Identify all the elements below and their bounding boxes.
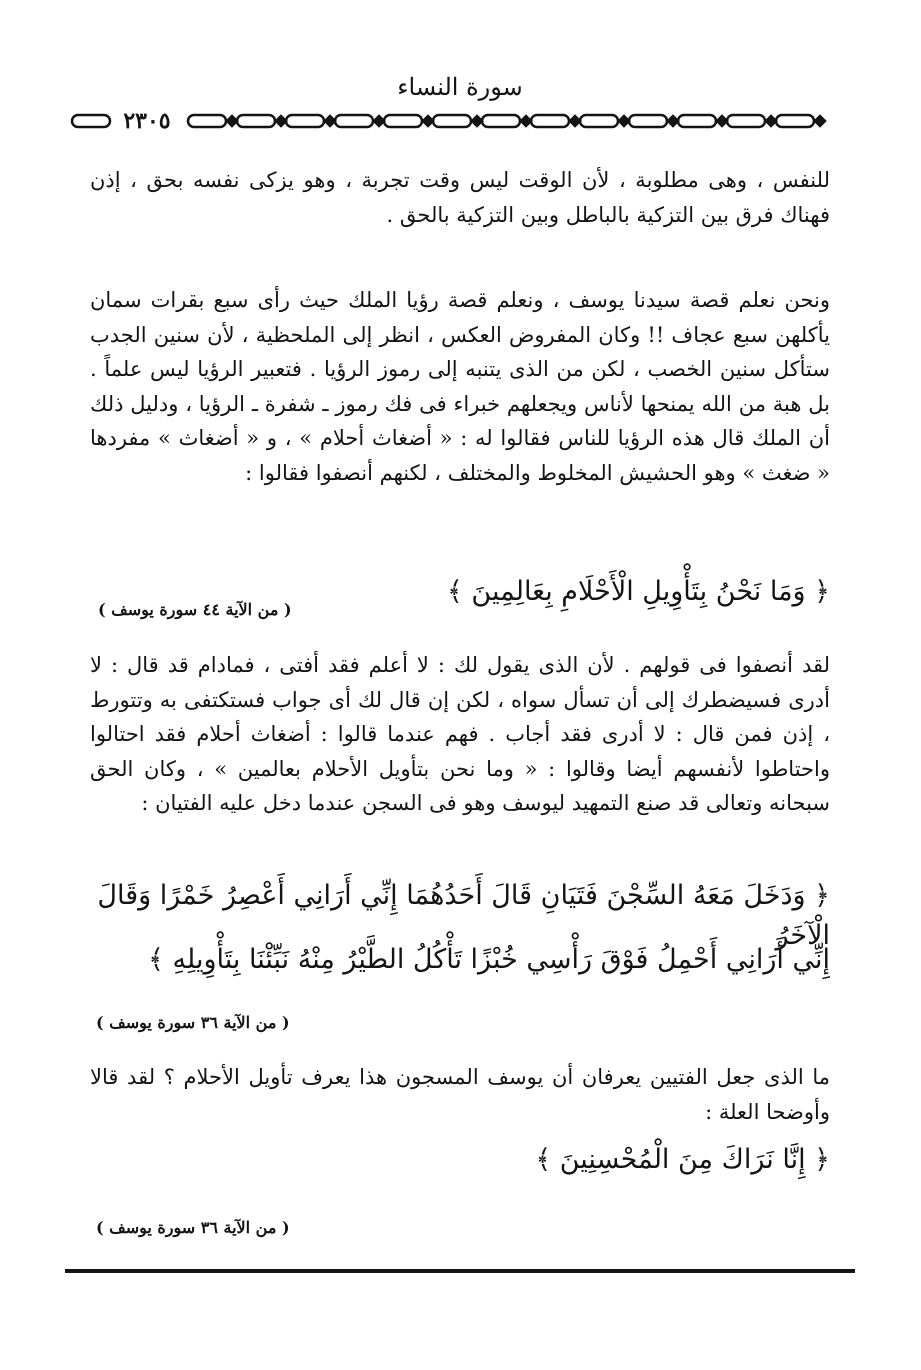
ornament-oval bbox=[188, 115, 226, 127]
ornament-oval bbox=[433, 115, 471, 127]
paragraph-2: ونحن نعلم قصة سيدنا يوسف ، ونعلم قصة رؤيا الملك حيث رأى سبع بقرات سمان يأكلهن سبع عجاف !! وكان المفروض العكس ، انظر إلى الملحظية ، لأن سنين الجدب ستأكل سنين الخصب ، لكن من الذى يتنبه إلى رموز الرؤيا . فتعبير الرؤيا ليس علماً . بل هبة من الله يمنحها لأناس ويجعلهم خبراء فى فك رموز ـ شفرة ـ الرؤيا ، ودليل ذلك أن الملك قال هذه الرؤيا للناس فقالوا له : « أضغاث أحلام » ، و « أضغاث » مفردها « ضغث » وهو الحشيش المخلوط والمختلف ، لكنهم أنصفوا فقالوا : bbox=[90, 288, 830, 485]
ornament-oval bbox=[531, 115, 569, 127]
quran-verse-1: ﴿ وَمَا نَحْنُ بِتَأْوِيلِ الْأَحْلَامِ بِعَالِمِينَ ﴾ bbox=[447, 576, 830, 607]
ornament-diamond bbox=[570, 116, 580, 126]
ornament-diamond bbox=[276, 116, 286, 126]
ornament-oval bbox=[482, 115, 520, 127]
paragraph-3: لقد أنصفوا فى قولهم . لأن الذى يقول لك : لا أعلم فقد أفتى ، فمادام قد قال : لا أدرى فسيضطرك إلى أن تسأل سواه ، لكن إن قال لك أى جواب فستكتفى به وتتورط ، إذن فمن قال : لا أدرى فقد أجاب . فهم عندما قالوا : أضغاث أحلام فقد احتالوا واحتاطوا لأنفسهم أيضا وقالوا : « وما نحن بتأويل الأحلام بعالمين » ، وكان الحق سبحانه وتعالى قد صنع التمهيد ليوسف وهو فى السجن عندما دخل عليه الفتيان : bbox=[90, 653, 830, 815]
paragraph-4: ما الذى جعل الفتيين يعرفان أن يوسف المسجون هذا يعرف تأويل الأحلام ؟ لقد قالا وأوضحا العلة : bbox=[90, 1065, 830, 1124]
verse-reference-2: ( من الآية ٣٦ سورة يوسف ) bbox=[96, 1013, 290, 1032]
ornament-oval bbox=[72, 115, 110, 127]
surah-title: سورة النساء bbox=[397, 73, 523, 101]
ornament-oval bbox=[237, 115, 275, 127]
ornament-oval bbox=[727, 115, 765, 127]
ornament-diamond bbox=[472, 116, 482, 126]
ornament-oval bbox=[629, 115, 667, 127]
paragraph-1: للنفس ، وهى مطلوبة ، لأن الوقت ليس وقت تجربة ، وهو يزكى نفسه بحق ، إذن فهناك فرق بين التزكية بالباطل وبين التزكية بالحق . bbox=[90, 168, 830, 227]
quran-verse-2-line-2: إِنِّي أَرَانِي أَحْمِلُ فَوْقَ رَأْسِي خُبْزًا تَأْكُلُ الطَّيْرُ مِنْهُ نَبِّئْنَا بِتَأْوِيلِهِ ﴾ bbox=[148, 944, 830, 975]
ornament-diamond bbox=[766, 116, 776, 126]
quran-verse-2-line-1: ﴿ وَدَخَلَ مَعَهُ السِّجْنَ فَتَيَانِ قَالَ أَحَدُهُمَا إِنِّي أَرَانِي أَعْصِرُ خَمْرًا وَقَالَ الْآخَرُ bbox=[97, 880, 830, 951]
ornament-oval bbox=[286, 115, 324, 127]
ornament-oval bbox=[335, 115, 373, 127]
ornament-oval bbox=[678, 115, 716, 127]
ornament-diamond bbox=[815, 116, 825, 126]
page-number: ٢٣٠٥ bbox=[123, 108, 171, 134]
verse-reference-1: ( من الآية ٤٤ سورة يوسف ) bbox=[98, 600, 292, 619]
ornament-diamond bbox=[227, 116, 237, 126]
ornament-oval bbox=[384, 115, 422, 127]
ornament-oval bbox=[580, 115, 618, 127]
ornament-oval bbox=[776, 115, 814, 127]
quran-verse-3: ﴿ إِنَّا نَرَاكَ مِنَ الْمُحْسِنِينَ ﴾ bbox=[535, 1144, 830, 1175]
ornament-diamond bbox=[717, 116, 727, 126]
verse-reference-3: ( من الآية ٣٦ سورة يوسف ) bbox=[96, 1218, 290, 1237]
ornament-diamond bbox=[374, 116, 384, 126]
ornament-diamond bbox=[325, 116, 335, 126]
header-ornament-border bbox=[70, 108, 860, 134]
footer-rule bbox=[65, 1269, 855, 1275]
ornament-diamond bbox=[423, 116, 433, 126]
ornament-diamond bbox=[668, 116, 678, 126]
ornament-diamond bbox=[521, 116, 531, 126]
ornament-diamond bbox=[619, 116, 629, 126]
